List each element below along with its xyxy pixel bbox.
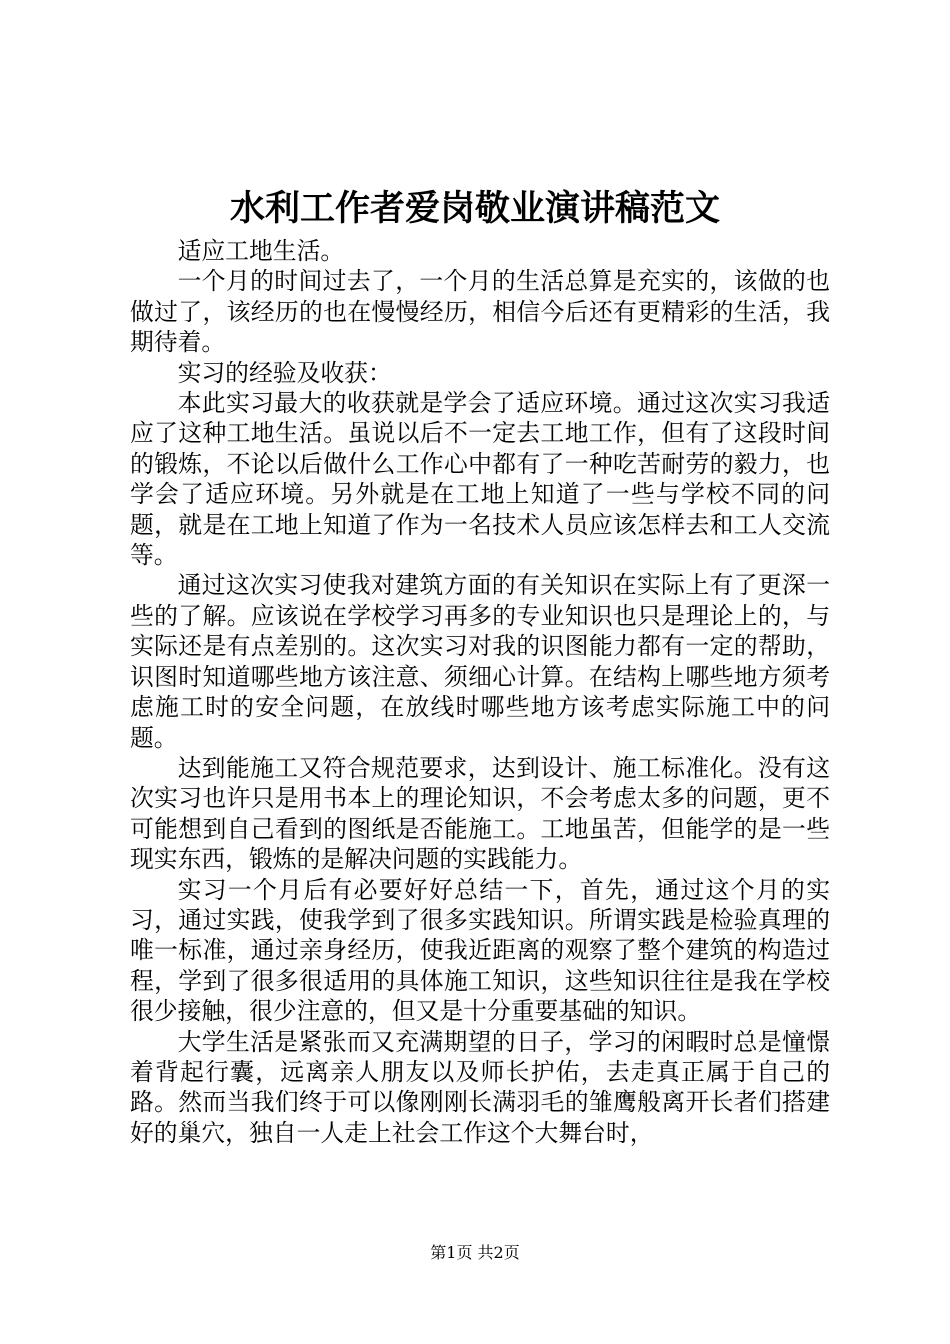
document-title: 水利工作者爱岗敬业演讲稿范文 [229,188,720,229]
paragraph-6: 达到能施工又符合规范要求，达到设计、施工标准化。没有这次实习也许只是用书本上的理论知识，不会考虑太多的问题，更不可能想到自己看到的图纸是否能施工。工地虽苦，但能学的是一些现实东西，锻炼的是解决问题的实践能力。 [130,753,830,874]
page-footer: 第1页 共2页 [430,1243,520,1262]
document-body [130,236,830,1148]
paragraph-2: 一个月的时间过去了，一个月的生活总算是充实的，该做的也做过了，该经历的也在慢慢经历，相信今后还有更精彩的生活，我期待着。 [130,267,830,357]
paragraph-7: 实习一个月后有必要好好总结一下，首先，通过这个月的实习，通过实践，使我学到了很多实践知识。所谓实践是检验真理的唯一标准，通过亲身经历，使我近距离的观察了整个建筑的构造过程，学到了很多很适用的具体施工知识，这些知识往往是我在学校很少接触，很少注意的，但又是十分重要基础的知识。 [130,875,830,1026]
paragraph-5: 通过这次实习使我对建筑方面的有关知识在实际上有了更深一些的了解。应该说在学校学习再多的专业知识也只是理论上的，与实际还是有点差别的。这次实习对我的识图能力都有一定的帮助，识图时知道哪些地方该注意、须细心计算。在结构上哪些地方须考虑施工时的安全问题，在放线时哪些地方该考虑实际施工中的问题。 [130,571,830,752]
paragraph-8: 大学生活是紧张而又充满期望的日子，学习的闲暇时总是憧憬着背起行囊，远离亲人朋友以及师长护佑，去走真正属于自己的路。然而当我们终于可以像刚刚长满羽毛的雏鹰般离开长者们搭建好的巢穴，独自一人走上社会工作这个大舞台时， [130,1027,830,1147]
paragraph-4: 本此实习最大的收获就是学会了适应环境。通过这次实习我适应了这种工地生活。虽说以后不一定去工地工作，但有了这段时间的锻炼，不论以后做什么工作心中都有了一种吃苦耐劳的毅力，也学会了适应环境。另外就是在工地上知道了一些与学校不同的问题，就是在工地上知道了作为一名技术人员应该怎样去和工人交流等。 [130,389,830,570]
paragraph-3: 实习的经验及收获： [177,358,392,387]
paragraph-1: 适应工地生活。 [177,237,345,265]
